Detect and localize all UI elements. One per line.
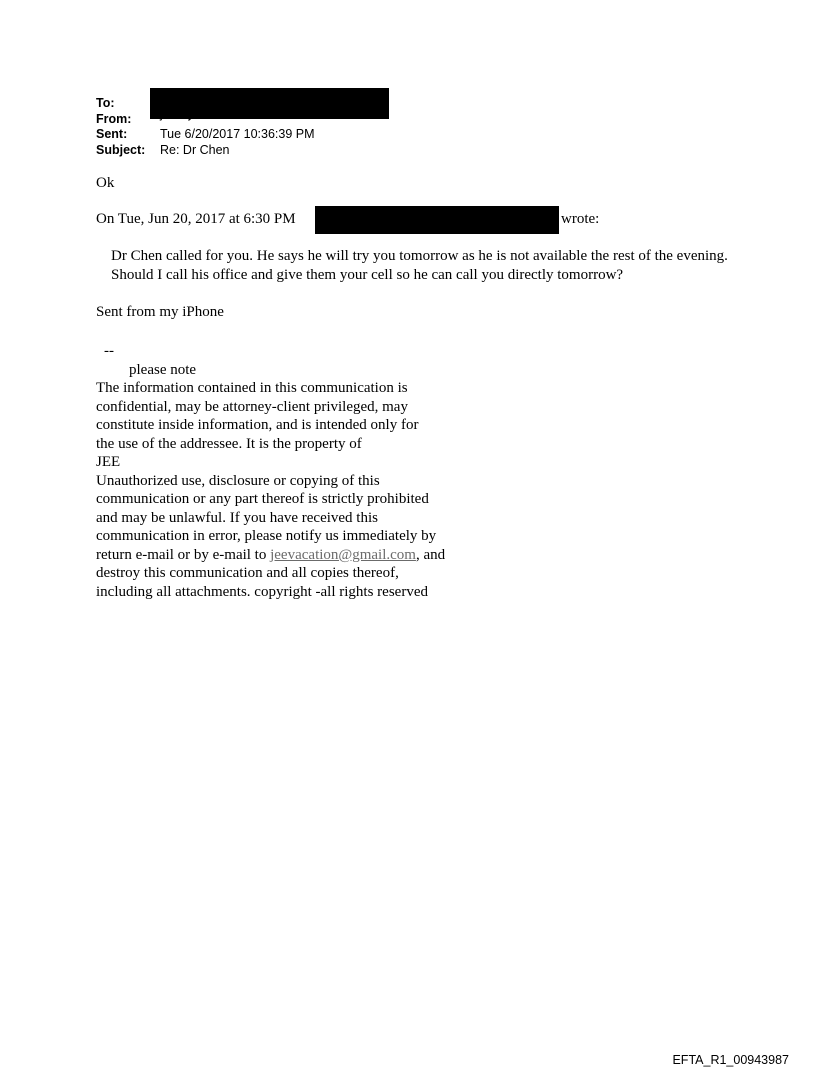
disclaimer-line: communication or any part thereof is strictly prohibited bbox=[96, 491, 429, 507]
to-label: To: bbox=[96, 96, 115, 110]
quoted-text: Dr Chen called for you. He says he will try you tomorrow as he is not available the rest of the evening. Should I call his office and give them your cell so he can call you directly tomorrow? bbox=[111, 248, 728, 283]
quote-intro-line bbox=[96, 210, 296, 229]
sent-from-text: Sent from my iPhone bbox=[96, 304, 224, 320]
disclaimer-line: communication in error, please notify us immediately by bbox=[96, 528, 437, 544]
from-label: From: bbox=[96, 111, 132, 126]
quoted-message bbox=[111, 247, 731, 284]
sender-redaction bbox=[315, 206, 559, 234]
disclaimer-line: constitute inside information, and is intended only for bbox=[96, 417, 419, 433]
disclaimer-line: including all attachments. copyright -all rights reserved bbox=[96, 583, 428, 600]
disclaimer-line: JEE bbox=[96, 454, 121, 470]
disclaimer-line: Unauthorized use, disclosure or copying of this bbox=[96, 472, 380, 489]
recipient-redaction bbox=[150, 88, 389, 119]
disclaimer-line: The information contained in this communication is bbox=[96, 380, 408, 396]
sent-value: Tue 6/20/2017 10:36:39 PM bbox=[160, 127, 315, 141]
quote-intro-text: On Tue, Jun 20, 2017 at 6:30 PM bbox=[96, 211, 296, 227]
email-link[interactable]: jeevacation@gmail.com bbox=[270, 546, 416, 563]
disclaimer-email-line bbox=[96, 546, 516, 565]
disclaimer-line: and may be unlawful. If you have received this bbox=[96, 509, 378, 526]
disclaimer-line: destroy this communication and all copies thereof, bbox=[96, 565, 399, 581]
email-prefix: return e-mail or by e-mail to bbox=[96, 546, 271, 563]
signature-block bbox=[96, 342, 516, 601]
reply-text: Ok bbox=[96, 175, 115, 191]
disclaimer-line: the use of the addressee. It is the property of bbox=[96, 435, 362, 452]
disclaimer-line: confidential, may be attorney-client privileged, may bbox=[96, 398, 408, 415]
sent-label: Sent: bbox=[96, 127, 128, 141]
document-id: EFTA_R1_00943987 bbox=[672, 1053, 789, 1067]
please-note-text: please note bbox=[129, 361, 197, 378]
signature-dashes: -- bbox=[104, 343, 114, 359]
quote-wrote-text: wrote: bbox=[561, 211, 600, 227]
subject-label: Subject: bbox=[96, 142, 146, 157]
email-suffix: , and bbox=[415, 546, 446, 563]
subject-value: Re: Dr Chen bbox=[160, 142, 230, 157]
